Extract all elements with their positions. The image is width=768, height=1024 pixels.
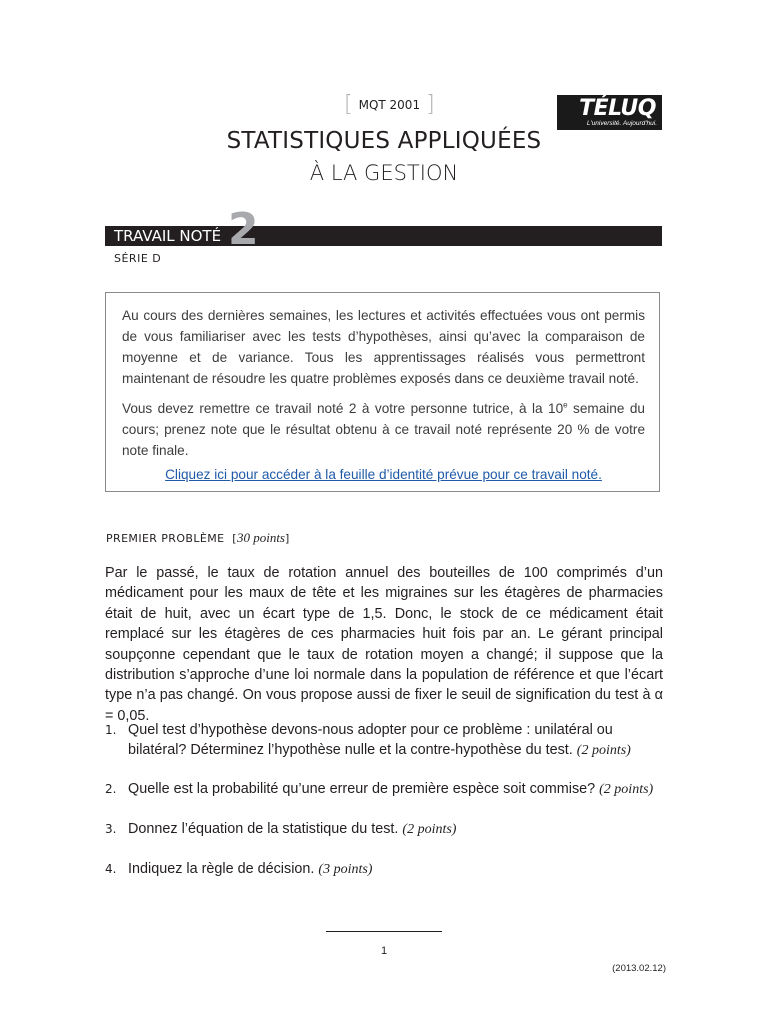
question-points: (2 points) <box>599 782 654 797</box>
problem-points: 30 points <box>236 530 285 545</box>
intro-paragraph-2 <box>122 398 645 461</box>
course-code-text: MQT 2001 <box>358 98 421 112</box>
question-points: (2 points) <box>576 743 631 758</box>
page-title: STATISTIQUES APPLIQUÉES <box>226 128 542 154</box>
question-number: 3. <box>105 822 117 836</box>
question-text: Donnez l’équation de la statistique du test. <box>128 821 399 837</box>
logo-name: TÉLUQ <box>579 96 656 121</box>
intro-paragraph-1: Au cours des dernières semaines, les lectures et activités effectuées vous ont permis de vous familiariser avec les tests d’hypothèses, ainsi qu’avec la comparaison de moyenne et de variance. Tous les apprentissages réalisés vous permettront maintenant de résoudre les quatre problèmes exposés dans ce deuxième travail noté. <box>122 308 645 386</box>
question-4 <box>105 859 665 880</box>
question-points: (3 points) <box>318 862 373 877</box>
question-points: (2 points) <box>402 822 457 837</box>
question-2 <box>105 779 665 800</box>
bracket-open: [ <box>344 92 353 117</box>
question-text: Indiquez la règle de décision. <box>128 861 315 877</box>
question-number: 4. <box>105 862 117 876</box>
assignment-number: 2 <box>228 204 259 255</box>
assignment-bar <box>105 226 662 246</box>
problem-heading-text: PREMIER PROBLÈME <box>106 532 225 545</box>
teluq-logo <box>557 95 662 130</box>
footer-divider <box>326 931 442 932</box>
document-date: (2013.02.12) <box>612 963 666 974</box>
identity-sheet-link[interactable]: Cliquez ici pour accéder à la feuille d’identité prévue pour ce travail noté. <box>165 467 602 482</box>
intro-superscript: e <box>563 400 568 410</box>
question-text: Quel test d’hypothèse devons-nous adopter pour ce problème : unilatéral ou bilatéral? Déterminez l’hypothèse nulle et la contre-hypothèse du test. <box>128 722 613 758</box>
course-code <box>338 94 441 116</box>
question-text: Quelle est la probabilité qu’une erreur de première espèce soit commise? <box>128 781 596 797</box>
intro-paragraph-2-a: Vous devez remettre ce travail noté 2 à votre personne tutrice, à la 10 <box>122 401 564 416</box>
series-label: SÉRIE D <box>114 252 162 265</box>
assignment-label: TRAVAIL NOTÉ <box>114 227 222 245</box>
page-subtitle: À LA GESTION <box>309 161 459 185</box>
question-number: 2. <box>105 782 117 796</box>
intro-paragraph-2-b: semaine du cours; prenez note que le résultat obtenu à ce travail noté représente 20 % de votre note finale. <box>122 401 645 458</box>
problem-heading: PREMIER PROBLÈME [30 points] <box>106 530 290 545</box>
logo-slogan: L'université. Aujourd'hui. <box>586 120 657 127</box>
intro-box <box>105 292 660 492</box>
bracket-close: ] <box>426 92 435 117</box>
page-number: 1 <box>380 945 388 957</box>
question-1 <box>105 720 665 761</box>
question-number: 1. <box>105 723 117 737</box>
question-3 <box>105 819 665 840</box>
problem-text: Par le passé, le taux de rotation annuel des bouteilles de 100 comprimés d’un médicament pour les maux de tête et les migraines sur les étagères de pharmacies était de huit, avec un écart type de 1,5. Donc, le stock de ce médicament était remplacé sur les étagères de ces pharmacies huit fois par an. Le gérant principal soupçonne cependant que le taux de rotation moyen a changé; il suppose que la distribution s’approche d’une loi normale dans la population de référence et que l’écart type n’a pas changé. On vous propose aussi de fixer le seuil de signification du test à α = 0,05. <box>105 565 663 724</box>
